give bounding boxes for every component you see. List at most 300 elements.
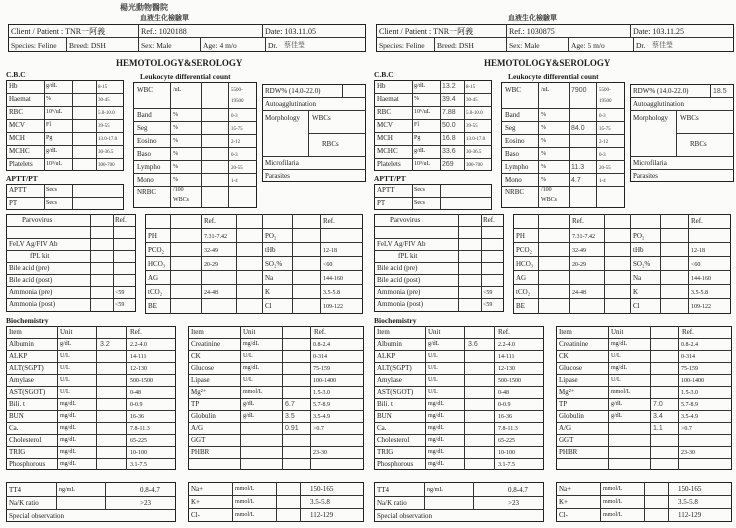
gas-left-ref: 20-29 (204, 262, 218, 268)
serology-row-label: Bile acid (post) (377, 276, 421, 284)
rule (6, 496, 176, 497)
rule (374, 350, 544, 351)
rule (188, 350, 364, 351)
serology-ref: <59 (115, 302, 125, 308)
electrolyte-unit: mmol/L (235, 486, 255, 492)
rule (188, 374, 364, 375)
aptt-row-label: APTT (9, 186, 27, 194)
gas-left-label: BE (516, 302, 525, 310)
rule (262, 97, 366, 98)
gas-right-ref: <60 (691, 262, 701, 268)
cbc-row-label: Platelets (377, 160, 401, 168)
bio-left-label: ALT(SGPT) (9, 364, 44, 372)
cbc-unit: g/dL (46, 83, 58, 89)
rule (113, 214, 114, 312)
rule (282, 326, 283, 470)
bio-left-ref: 65-225 (130, 438, 147, 444)
rule (138, 24, 139, 37)
rule (569, 214, 570, 314)
cbc-ref: 5.0-10.0 (466, 111, 483, 116)
gas-ref-header: Ref. (572, 217, 584, 225)
bio-left-unit: U/L (60, 389, 70, 395)
bio-right-label: A/G (559, 424, 572, 432)
gas-ref-header: Ref. (691, 217, 703, 225)
electrolyte-ref: 3.5-5.8 (678, 498, 698, 506)
rule (6, 226, 136, 227)
morph-wbcs: WBCs (680, 114, 699, 122)
bio-left-unit: mg/dL (428, 401, 444, 407)
rule (608, 326, 609, 470)
gas-left-label: HCO₃ (516, 260, 534, 268)
bio-right-value: 7.0 (653, 401, 663, 408)
aptt-unit: Secs (414, 200, 425, 206)
bio-right-unit: U/L (243, 353, 253, 359)
serology-row-label: Ammonia (pre) (9, 288, 53, 296)
rule (6, 106, 124, 107)
rule (556, 338, 732, 339)
rule (201, 82, 202, 208)
bio-right-value: 0.91 (285, 425, 299, 432)
rule (374, 197, 492, 198)
rule (66, 37, 67, 52)
rule (262, 156, 366, 157)
bio-right-value: 3.5 (285, 413, 295, 420)
bio-left-unit: U/L (428, 389, 438, 395)
gas-right-label: K (633, 288, 639, 296)
cbc-value: 16.8 (442, 135, 456, 142)
rule (265, 37, 266, 52)
morphology: Morphology (633, 114, 668, 122)
wbc-ref: 5500- (231, 88, 243, 93)
bio-right-ref: 23-30 (681, 450, 695, 456)
lab-form-nov-25 (368, 0, 736, 528)
serology-row-label: Parvovirus (390, 216, 421, 224)
ref-number: Ref.: 1020188 (141, 27, 187, 36)
na-k-ratio-label: Na/K ratio (377, 499, 407, 507)
bio-head-item: Item (9, 328, 22, 336)
bio-left-label: AST(SGOT) (377, 388, 414, 396)
rule (145, 298, 363, 299)
bio-right-label: CK (191, 352, 201, 360)
bio-right-unit: g/dL (243, 413, 255, 419)
cbc-unit: 10⁶/uL (46, 109, 63, 115)
ldc-value: 11.3 (571, 164, 585, 171)
rule (188, 458, 364, 459)
rule (262, 169, 366, 170)
cbc-row-label: Haemat (377, 95, 399, 103)
gas-right-ref: 12-18 (691, 248, 705, 254)
rule (188, 434, 364, 435)
cbc-row-label: Hb (9, 82, 18, 90)
rule (133, 134, 257, 135)
bio-right-ref: 5.7-8.9 (313, 402, 330, 408)
cbc-row-label: MCHC (9, 147, 30, 155)
bio-left-ref: 14-111 (130, 354, 147, 360)
cbc-ref: 39-55 (98, 124, 110, 129)
rule (374, 250, 504, 251)
rule (374, 274, 504, 275)
gas-left-ref: 32-49 (204, 248, 218, 254)
rule (6, 338, 176, 339)
rule (6, 374, 176, 375)
tt4-ref: 0.8-4.7 (140, 486, 160, 494)
gas-right-ref: 109-122 (323, 304, 343, 310)
rule (630, 169, 734, 170)
gas-right-ref: 12-18 (323, 248, 337, 254)
cbc-row-label: MCH (377, 134, 393, 142)
bio-right-value: 1.1 (653, 425, 663, 432)
biochemistry-title: Biochemistry (6, 316, 49, 325)
gas-left-label: PH (148, 232, 157, 240)
gas-left-ref: 20-29 (572, 262, 586, 268)
gas-ref-header: Ref. (323, 217, 335, 225)
hemotology-title: HEMOTOLOGY&SEROLOGY (116, 58, 243, 68)
electrolyte-unit: mmol/L (235, 499, 255, 505)
ldc-row-label: Mono (137, 176, 154, 184)
bio-left-unit: mg/dL (60, 413, 76, 419)
ldc-ref: 35-75 (599, 127, 611, 132)
ldc-unit: % (173, 138, 178, 144)
ldc-unit: % (173, 112, 178, 118)
bio-left-ref: 12-130 (130, 366, 147, 372)
ldc-row-label: Mono (505, 176, 522, 184)
bio-left-label: Amylase (9, 376, 34, 384)
form-title-stamp: 血液生化檢驗單 (140, 13, 189, 22)
bio-left-unit: mg/dL (60, 425, 76, 431)
cbc-row-label: RBC (377, 108, 392, 116)
ldc-unit: % (173, 125, 178, 131)
rule (424, 482, 425, 509)
bio-head-item: Item (377, 328, 390, 336)
gas-right-ref: 144-160 (691, 276, 711, 282)
cbc-ref: 5.0-10.0 (98, 111, 115, 116)
rule (133, 121, 257, 122)
bio-left-unit: U/L (428, 377, 438, 383)
gas-right-label: PO₂ (633, 232, 645, 240)
wbc-unit: /uL (541, 87, 550, 93)
bio-right-ref: 0.8-2.4 (313, 342, 330, 348)
bio-left-ref: 2.2-4.0 (498, 342, 515, 348)
rule (44, 80, 45, 171)
doctor-signature: 蔡佳瑩 (284, 42, 305, 49)
bio-left-unit: U/L (60, 353, 70, 359)
ldc-row-label: Band (505, 111, 520, 119)
rule (412, 184, 413, 210)
tt4-unit: ng/mL (59, 487, 75, 493)
gas-left-label: AG (516, 274, 527, 282)
rule (374, 286, 504, 287)
gas-right-ref: 144-160 (323, 276, 343, 282)
bio-left-label: BUN (9, 412, 24, 420)
gas-left-ref: 24-48 (204, 290, 218, 296)
bio-left-unit: U/L (60, 377, 70, 383)
bio-left-unit: mg/dL (428, 461, 444, 467)
rule (170, 82, 171, 208)
gas-right-ref: 3.5-5.8 (323, 290, 340, 296)
aptt-row-label: PT (377, 199, 386, 207)
bio-left-ref: 7.8-11.3 (498, 426, 518, 432)
rule (501, 121, 625, 122)
bio-left-value: 3.6 (468, 341, 478, 348)
autoagglutination: Autoagglutination (265, 100, 316, 108)
rule (138, 37, 139, 52)
cbc-row-label: Platelets (9, 160, 33, 168)
rule (72, 184, 73, 210)
rule (633, 37, 634, 52)
bio-left-label: BUN (377, 412, 392, 420)
bio-right-value: 3.4 (653, 413, 663, 420)
electrolyte-label: Na+ (559, 485, 572, 493)
tt4-ref: 0.8-4.7 (508, 486, 528, 494)
wbc-ref: 19500 (231, 99, 244, 104)
rule (556, 386, 732, 387)
bio-left-label: ALT(SGPT) (377, 364, 412, 372)
rule (188, 338, 364, 339)
rule (292, 214, 293, 314)
bio-left-label: Cholesterol (9, 436, 42, 444)
rule (374, 119, 492, 120)
rule (556, 362, 732, 363)
rule (374, 262, 504, 263)
cbc-unit: g/dL (46, 148, 58, 154)
ldc-ref: 0-3 (231, 153, 238, 158)
electrolyte-ref: 3.5-5.8 (310, 498, 330, 506)
bio-left-label: Bili. t (9, 400, 25, 408)
bio-left-ref: 0-48 (498, 390, 509, 396)
rule (6, 262, 136, 263)
bio-left-ref: 14-111 (498, 354, 515, 360)
cbc-unit: Fl (414, 122, 420, 128)
rule (568, 37, 569, 52)
rdw-label: RDW% (14.0-22.0) (633, 87, 689, 95)
microfilaria: Microfilaria (265, 159, 299, 167)
bio-right-label: PHBR (559, 448, 578, 456)
cbc-value: 39.4 (442, 96, 456, 103)
bio-right-label: Lipase (559, 376, 578, 384)
aptt-title: APTT/PT (374, 174, 406, 183)
rule (133, 108, 257, 109)
aptt-unit: Secs (414, 187, 425, 193)
electrolyte-label: Na+ (191, 485, 204, 493)
serology-row-label: Bile acid (pre) (377, 264, 418, 272)
morph-rbcs: RBCs (322, 140, 339, 148)
ldc-ref: 2-12 (599, 140, 609, 145)
electrolyte-unit: mmol/L (603, 499, 623, 505)
bio-head-ref: Ref. (314, 328, 326, 336)
cbc-value: 13.2 (442, 83, 456, 90)
rule (201, 214, 202, 314)
rule (556, 434, 732, 435)
rule (96, 80, 97, 171)
bio-right-unit: U/L (243, 377, 253, 383)
rule (630, 24, 631, 37)
rule (6, 509, 176, 510)
bio-right-unit: mg/dL (611, 365, 627, 371)
bio-right-label: Globulin (191, 412, 216, 420)
parasites: Parasites (265, 172, 290, 180)
bio-left-unit: mg/dL (428, 425, 444, 431)
cbc-unit: g/dL (414, 83, 426, 89)
gas-left-label: BE (148, 302, 157, 310)
rule (6, 119, 124, 120)
wbc-unit: /uL (173, 87, 182, 93)
rule (556, 350, 732, 351)
ldc-row-label: Seg (505, 124, 516, 132)
ldc-unit: % (173, 177, 178, 183)
rule (556, 374, 732, 375)
rule (556, 398, 732, 399)
serology-ref: <59 (115, 290, 125, 296)
rule (300, 482, 301, 522)
rdw-label: RDW% (14.0-22.0) (265, 87, 321, 95)
bio-right-ref: 23-30 (313, 450, 327, 456)
bio-right-ref: 75-159 (681, 366, 698, 372)
bio-right-label: Mg²⁺ (559, 388, 575, 396)
cbc-ref: 13.0-17.0 (466, 137, 486, 142)
aptt-row-label: PT (9, 199, 18, 207)
bio-right-label: Glucose (191, 364, 214, 372)
special-observation: Special observation (9, 512, 65, 520)
bio-right-unit: mg/dL (243, 365, 259, 371)
ldc-row-label: Seg (137, 124, 148, 132)
aptt-row-label: APTT (377, 186, 395, 194)
report-date: Date: 103.11.05 (265, 27, 317, 36)
bio-left-unit: mg/dL (60, 437, 76, 443)
rule (6, 362, 176, 363)
rule (6, 197, 124, 198)
bio-left-unit: mg/dL (428, 437, 444, 443)
rule (440, 184, 441, 210)
bio-right-unit: g/dL (243, 401, 255, 407)
rule (710, 84, 711, 97)
ldc-ref: 35-75 (231, 127, 243, 132)
rule (44, 184, 45, 210)
rule (668, 482, 669, 522)
bio-right-label: Creatinine (559, 340, 589, 348)
rule (6, 93, 124, 94)
gas-right-label: tHb (265, 246, 276, 254)
cbc-row-label: Haemat (9, 95, 31, 103)
electrolyte-unit: mmol/L (603, 486, 623, 492)
bio-left-label: Cholesterol (377, 436, 410, 444)
rule (342, 84, 343, 97)
cbc-unit: Pg (414, 135, 421, 141)
cbc-unit: Fl (46, 122, 52, 128)
rule (376, 37, 734, 38)
cbc-ref: 8-15 (98, 85, 108, 90)
ldc-value: 4.7 (571, 177, 581, 184)
bio-right-ref: 75-159 (313, 366, 330, 372)
serology-ref-header: Ref. (115, 216, 127, 224)
ldc-row-label: Baso (505, 150, 519, 158)
rule (596, 82, 597, 208)
serology-row-label: Ammonia (post) (9, 300, 56, 308)
rule (72, 80, 73, 171)
wbc-ref: 19500 (599, 99, 612, 104)
rule (374, 106, 492, 107)
rule (440, 80, 441, 171)
bio-right-ref: 100-1400 (313, 378, 336, 384)
rule (513, 298, 731, 299)
cbc-ref: 39-55 (466, 124, 478, 129)
bio-left-unit: U/L (428, 365, 438, 371)
rule (506, 37, 507, 52)
rule (374, 132, 492, 133)
rule (6, 398, 176, 399)
rule (569, 82, 570, 208)
rule (374, 362, 544, 363)
rule (6, 250, 136, 251)
rule (374, 434, 544, 435)
rule (57, 326, 58, 470)
bio-right-label: GGT (559, 436, 574, 444)
bio-left-ref: 65-225 (498, 438, 515, 444)
electrolyte-label: Cl- (191, 511, 200, 519)
bio-left-value: 3.2 (100, 341, 110, 348)
serology-row-label: Ammonia (post) (377, 300, 424, 308)
cbc-unit: % (46, 96, 51, 102)
rule (630, 156, 734, 157)
bio-left-ref: 16-36 (130, 414, 144, 420)
ldc-row-label: Eosino (137, 137, 157, 145)
rule (676, 133, 734, 134)
rule (501, 134, 625, 135)
hemotology-title: HEMOTOLOGY&SEROLOGY (484, 58, 611, 68)
rule (126, 326, 127, 470)
gas-right-label: Cl (265, 302, 272, 310)
ldc-unit: % (541, 138, 546, 144)
rule (501, 147, 625, 148)
bio-right-unit: g/dL (611, 401, 623, 407)
gas-right-label: Cl (633, 302, 640, 310)
rule (506, 24, 507, 37)
rule (644, 482, 645, 522)
ldc-title: Leukocyte differential count (508, 72, 599, 81)
rule (688, 214, 689, 314)
bio-right-label: TP (559, 400, 568, 408)
tt4-label: TT4 (9, 486, 22, 494)
bio-left-ref: 3.1-7.5 (498, 462, 515, 468)
bio-left-label: Amylase (377, 376, 402, 384)
microfilaria: Microfilaria (633, 159, 667, 167)
bio-right-ref: 1.5-3.0 (681, 390, 698, 396)
rule (434, 37, 435, 52)
rule (374, 145, 492, 146)
cbc-row-label: RBC (9, 108, 24, 116)
cbc-ref: 300-700 (466, 163, 483, 168)
ldc-ref: 0-3 (231, 114, 238, 119)
rule (96, 326, 97, 470)
cbc-value: 269 (442, 161, 454, 168)
rule (6, 132, 124, 133)
wbc-label: WBC (137, 86, 153, 94)
gas-right-label: PO₂ (265, 232, 277, 240)
gas-left-label: HCO₃ (148, 260, 166, 268)
serology-row-label: Ammonia (pre) (377, 288, 421, 296)
bio-right-ref: 0.8-2.4 (681, 342, 698, 348)
rule (501, 160, 625, 161)
electrolyte-ref: 112-129 (310, 511, 334, 519)
bio-right-ref: 100-1400 (681, 378, 704, 384)
rule (556, 446, 732, 447)
na-k-ratio-ref: >23 (140, 499, 151, 507)
rule (6, 458, 176, 459)
rule (133, 160, 257, 161)
aptt-unit: Secs (46, 200, 57, 206)
rule (145, 228, 363, 229)
electrolyte-label: K+ (191, 498, 201, 506)
rule (374, 398, 544, 399)
